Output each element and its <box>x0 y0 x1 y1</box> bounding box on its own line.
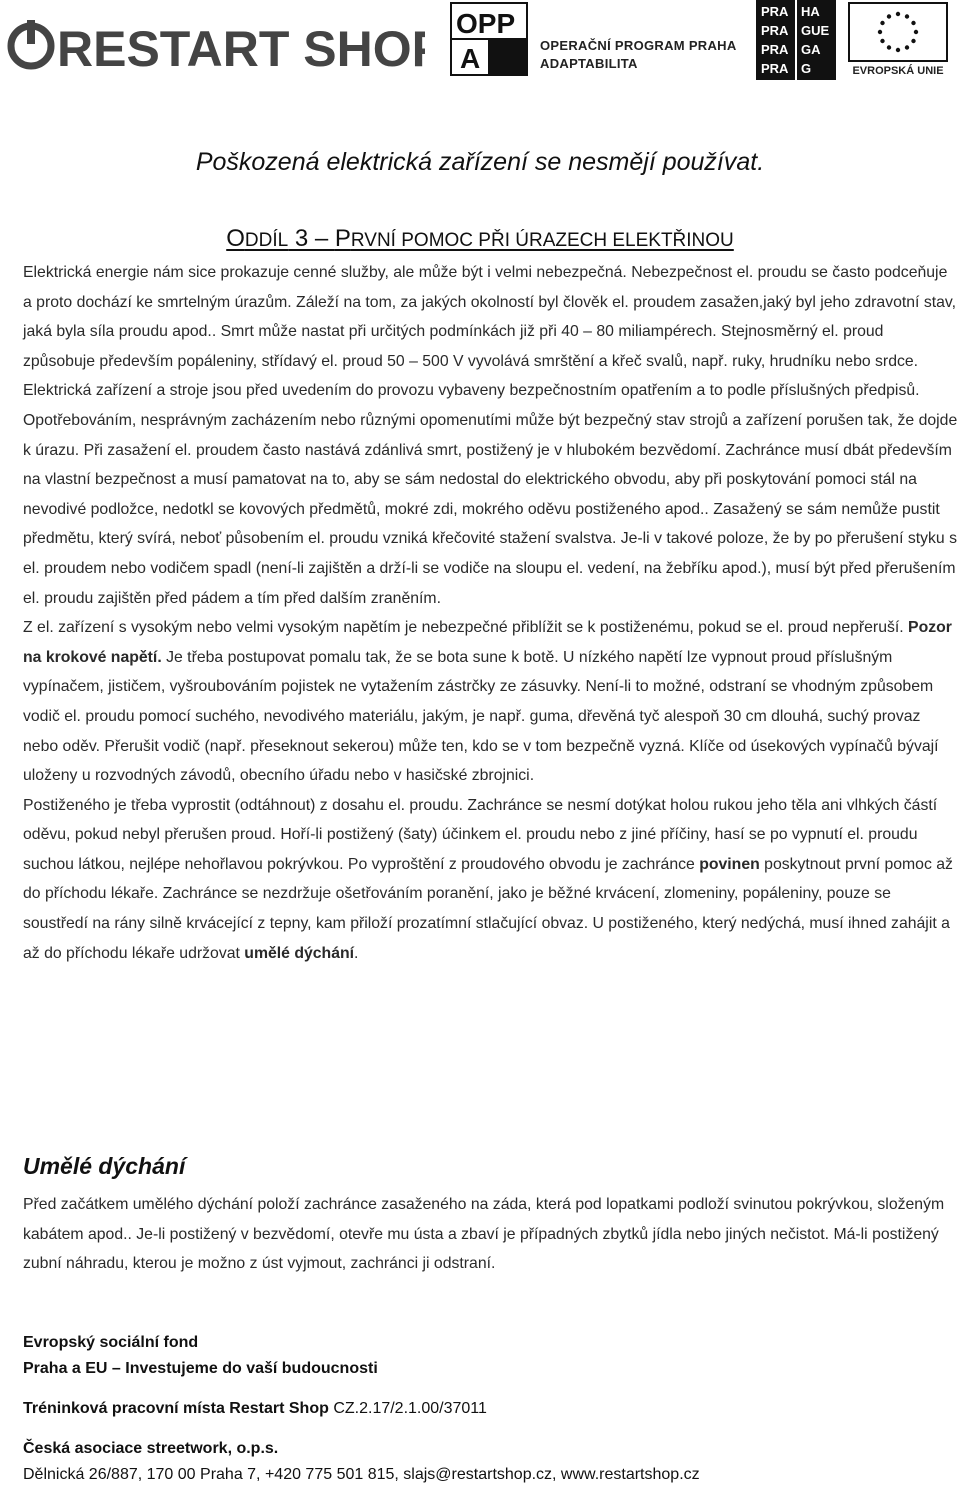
footer-org: Česká asociace streetwork, o.p.s. <box>23 1440 279 1457</box>
svg-text:HA: HA <box>801 4 820 19</box>
title-cap-1: O <box>226 225 245 252</box>
title-rest-1: DDÍL <box>244 230 289 251</box>
footer-project-name: Tréninková pracovní místa Restart Shop <box>23 1400 329 1417</box>
paragraph-3-text-c: . <box>354 944 359 962</box>
title-rest-2: RVNÍ POMOC PŘI ÚRAZECH ELEKTŘINOU <box>350 230 734 251</box>
opp-logo <box>450 2 750 76</box>
footer-slogan: Praha a EU – Investujeme do vaší budoucnosti <box>23 1360 378 1377</box>
artificial-breathing-body <box>23 1190 958 1279</box>
title-number: 3 – <box>288 225 335 252</box>
paragraph-3-bold-1: povinen <box>699 855 760 873</box>
paragraph-3-bold-2: umělé dýchání <box>244 944 355 962</box>
svg-text:GUE: GUE <box>801 23 830 38</box>
praha-logo <box>756 0 836 80</box>
svg-text:PRA: PRA <box>761 23 789 38</box>
restart-shop-logo <box>5 16 425 76</box>
svg-text:G: G <box>801 61 812 76</box>
paragraph-1: Elektrická energie nám sice prokazuje cenné služby, ale může být i velmi nebezpečná. Nebezpečnost el. proudu se často podceňuje a proto dochází ke smrtelným úrazům. Záleží na tom, za jakých okolností byl člověk el. proudem zasažen,jaký byl jeho zdravotní stav, jaká byla síla proudu apod.. Smrt může nastat při určitých podmínkách již při 40 – 80 miliampérech. Stejnosměrný el. proud způsobuje především popáleniny, střídavý el. proud 50 – 500 V vyvolává smrštění a křeč svalů, např. ruky, hrudníku nebo srdce. Elektrická zařízení a stroje jsou před uvedením do provozu vybaveny bezpečnostním opatřením a to podle příslušných předpisů. Opotřebováním, nesprávným zacházením nebo různými opomenutími může být bezpečný stav strojů a zařízení porušen tak, že dojde k úrazu. Při zasažení el. proudem často nastává zdánlivá smrt, postižený je v hlubokém bezvědomí. Zachránce musí dbát především na vlastní bezpečnost a musí pamatovat na to, aby se sám nedostal do elektrického obvodu, aby při poskytování pomoci stál na nevodivé podložce, nedotkl se kovových předmětů, mokré zdi, mokrého oděvu postiženého apod.. Zasažený se sám nemůže pustit předmětu, který svírá, neboť působením el. proudu vzniká křečovité stažení svalstva. Je-li v takové poloze, že by po přerušení styku s el. proudem nebo vodičem spadl (není-li zajištěn a drží-li se vodiče na sloupu el. vedení, na žebříku apod.), musí být před přerušením el. proudu zajištěn před pádem a tím před dalším zraněním. <box>23 264 958 607</box>
footer-project <box>23 1400 958 1418</box>
paragraph-2-bold: Pozor na krokové napětí. <box>23 619 952 666</box>
svg-text:GA: GA <box>801 42 821 57</box>
paragraph-3 <box>23 791 958 969</box>
svg-text:PRA: PRA <box>761 61 789 76</box>
intro-warning: Poškozená elektrická zařízení se nesmějí používat. <box>195 148 765 176</box>
opp-line-1: OPERAČNÍ PROGRAM PRAHA <box>540 38 737 53</box>
svg-text:PRA: PRA <box>761 42 789 57</box>
footer-project-code: CZ.2.17/2.1.00/37011 <box>328 1400 487 1417</box>
section-title <box>0 225 960 253</box>
paragraph-3-text-b: poskytnout první pomoc až do příchodu lékaře. Zachránce se nezdržuje ošetřováním poranění, jako je běžné krvácení, zlomeniny, popáleniny, pouze se soustředí na rány silně krvácející z tepny, kam přiloží prozatímní stlačující obvaz. U postiženého, který nedýchá, musí ihned zahájit a až do příchodu lékaře udržovat <box>23 855 953 962</box>
paragraph-3-text-a: Postiženého je třeba vyprostit (odtáhnout) z dosahu el. proudu. Zachránce se nesmí dotýkat holou rukou jeho těla ani vlhkých částí oděvu, pokud nebyl přerušen proud. Hoří-li postižený (šaty) účinkem el. proudu nebo z jiné příčiny, hasí se po vypnutí el. proudu suchou látkou, nejlépe nehořlavou pokrývkou. Po vyproštění z proudového obvodu je zachránce <box>23 796 938 873</box>
paragraph-2 <box>23 613 958 791</box>
svg-text:PRA: PRA <box>761 4 789 19</box>
footer-address: Dělnická 26/887, 170 00 Praha 7, +420 775 501 815, slajs@restartshop.cz, www.restartshop.cz <box>23 1466 700 1483</box>
paragraph-2-text-b: Je třeba postupovat pomalu tak, že se bota sune k botě. U nízkého napětí lze vypnout proud příslušným vypínačem, jističem, vyšroubováním pojistek ne vytažením zástrčky ze zásuvky. Není-li to možné, odstraní se vhodným způsobem vodič el. proudu pomocí suchého, nevodivého materiálu, jakým, je např. guma, dřevěná tyč alespoň 30 cm dlouhá, suchý provaz nebo oděv. Přerušit vodič (např. přeseknout sekerou) může ten, kdo se v tom bezpečně vyzná. Klíče od úsekových vypínačů bývají uloženy u rozvodných závodů, obecního úřadu nebo v hasičské zbrojnici. <box>23 648 939 785</box>
svg-text:RESTART SHOP: RESTART SHOP <box>57 21 425 76</box>
section-body <box>23 258 958 968</box>
eu-label: EVROPSKÁ UNIE <box>852 65 944 77</box>
header-logos <box>0 0 960 95</box>
title-cap-2: P <box>334 225 351 252</box>
opp-line-2: ADAPTABILITA <box>540 56 638 71</box>
svg-text:A: A <box>460 43 481 74</box>
sub-heading-artificial-breathing: Umělé dýchání <box>23 1153 186 1179</box>
svg-text:OPP: OPP <box>456 8 516 39</box>
eu-logo <box>848 2 948 80</box>
footer-fund: Evropský sociální fond <box>23 1334 199 1351</box>
paragraph-2-text-a: Z el. zařízení s vysokým nebo velmi vysokým napětím je nebezpečné přiblížit se k postiženému, pokud se el. proud nepřeruší. <box>23 619 909 637</box>
paragraph-4: Před začátkem umělého dýchání položí zachránce zasaženého na záda, která pod lopatkami podloží svinutou pokrývkou, složeným kabátem apod.. Je-li postižený v bezvědomí, otevře mu ústa a zbaví je případných zbytků jídla nebo jiných nečistot. Má-li postižený zubní náhradu, kterou je možno z úst vyjmout, zachránci ji odstraní. <box>23 1196 945 1273</box>
